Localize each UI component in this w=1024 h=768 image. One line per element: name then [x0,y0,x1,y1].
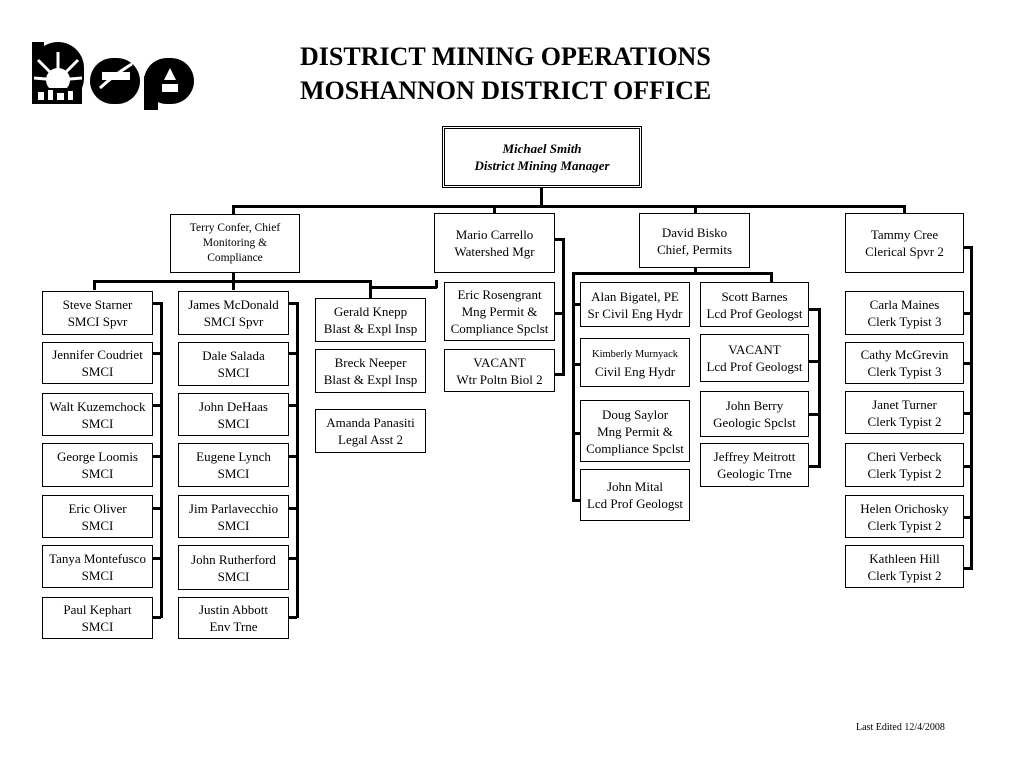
staff-name: Scott Barnes [721,288,788,304]
staff-box [178,545,289,590]
staff-title: Clerk Typist 2 [867,567,942,583]
staff-box [315,298,426,342]
staff-title: Clerk Typist 2 [867,413,942,429]
staff-title: SMCI [217,517,250,533]
staff-title: Env Trne [209,619,258,634]
manager-box [442,126,642,188]
staff-box [580,469,690,521]
section-head-name: Mario Carrello [455,227,534,242]
staff-name: Eric Rosengrant [457,287,542,302]
staff-box [845,291,964,335]
staff-name: Helen Orichosky [860,500,949,516]
staff-name: Alan Bigatel, PE [591,288,679,304]
manager-name: Michael Smith [502,141,582,156]
staff-name: James McDonald [188,297,279,312]
staff-title: Mng Permit & [461,304,538,319]
staff-box [178,342,289,386]
staff-title: Lcd Prof Geologst [706,359,803,374]
section-head-title: Chief, Permits [656,241,733,257]
staff-box [178,597,289,639]
staff-name: Amanda Panasiti [326,415,415,430]
section-permits [639,213,750,268]
staff-name: Gerald Knepp [333,304,408,319]
staff-name: VACANT [728,342,781,357]
staff-box [580,400,690,462]
staff-name: Carla Maines [869,297,940,312]
staff-box [700,391,809,437]
staff-name: Jim Parlavecchio [188,500,279,516]
staff-name: Cheri Verbeck [867,449,942,464]
staff-title: Wtr Poltn Biol 2 [456,371,543,387]
staff-name: Eric Oliver [68,500,127,516]
staff-name: George Loomis [57,449,138,464]
staff-name: Jeffrey Meitrott [713,449,796,464]
staff-box [845,391,964,434]
section-monitoring [170,214,300,273]
staff-title: Blast & Expl Insp [323,372,418,387]
section-head-title: Clerical Spvr 2 [865,244,944,259]
staff-title: Clerk Typist 3 [867,314,942,329]
staff-name: Breck Neeper [334,355,407,370]
staff-title: Legal Asst 2 [338,432,403,447]
staff-title: Civil Eng Hydr [594,363,676,379]
staff-box [42,495,153,538]
staff-title: Blast & Expl Insp [323,321,418,336]
staff-box [42,393,153,436]
staff-title: Clerk Typist 3 [867,364,942,379]
section-head-title: Watershed Mgr [454,244,535,259]
staff-box [580,282,690,327]
staff-name: Justin Abbott [199,602,268,617]
staff-box [444,349,555,392]
staff-name: Tanya Montefusco [49,550,146,566]
staff-title: SMCI [81,567,114,583]
staff-title: Geologic Spclst [713,415,796,430]
staff-title: Geologic Trne [717,466,792,481]
staff-title: SMCI [81,517,114,533]
staff-name: Dale Salada [202,348,265,363]
staff-box [42,597,153,639]
staff-name: Kathleen Hill [869,550,940,566]
section-head-name: Terry Confer, Chief [189,222,281,234]
section-head-name: David Bisko [661,224,728,240]
staff-name: Cathy McGrevin [860,347,949,362]
staff-name: Steve Starner [62,297,133,312]
staff-box [444,282,555,341]
staff-box [700,282,809,327]
page-title-line2: MOSHANNON DISTRICT OFFICE [300,76,712,105]
staff-title: Sr Civil Eng Hydr [587,305,683,321]
staff-name: John DeHaas [199,398,268,414]
staff-name: Eugene Lynch [196,449,271,464]
staff-name: Jennifer Coudriet [52,347,143,362]
staff-box [845,495,964,538]
staff-title: SMCI Spvr [203,314,264,329]
staff-name: John Berry [725,398,784,413]
staff-box [42,545,153,588]
section-head-title: Monitoring & [202,237,268,249]
staff-box [845,545,964,588]
staff-name: Walt Kuzemchock [49,398,146,414]
last-edited-note: Last Edited 12/4/2008 [856,722,945,733]
staff-box [315,409,426,453]
page-title-line1: DISTRICT MINING OPERATIONS [300,42,711,71]
staff-name: Doug Saylor [601,406,669,422]
staff-box [700,334,809,382]
staff-name: Kimberly Murnyack [591,348,679,360]
staff-title: SMCI [217,568,250,584]
staff-name: John Rutherford [191,551,276,567]
staff-title: SMCI [217,365,250,380]
staff-title: SMCI [217,466,250,481]
staff-title: Compliance Spclst [450,321,549,336]
logo-mark [32,42,194,110]
staff-title: Compliance Spclst [586,440,684,456]
section-head-title: Compliance [207,252,263,264]
manager-title: District Mining Manager [474,158,610,173]
staff-box [42,291,153,335]
section-watershed [434,213,555,273]
staff-box [42,443,153,487]
staff-name: VACANT [473,354,526,370]
staff-title: Lcd Prof Geologst [706,305,803,321]
staff-name: Janet Turner [872,396,937,412]
staff-name: John Mital [607,479,663,494]
staff-box [178,495,289,538]
staff-box [315,349,426,393]
staff-name: Paul Kephart [63,602,132,617]
staff-box [178,393,289,436]
staff-box [845,443,964,487]
staff-title: Lcd Prof Geologst [586,496,684,511]
section-clerical [845,213,964,273]
staff-title: SMCI [81,364,114,379]
dep-logo [30,36,198,112]
staff-title: Clerk Typist 2 [867,466,942,481]
section-head-name: Tammy Cree [870,227,939,242]
staff-title: SMCI [217,415,250,431]
staff-box [178,443,289,487]
staff-title: SMCI Spvr [67,314,128,329]
staff-title: Mng Permit & [597,423,673,439]
staff-box [580,338,690,387]
staff-box [700,443,809,487]
staff-title: SMCI [81,466,114,481]
staff-box [178,291,289,335]
staff-box [42,342,153,384]
staff-title: Clerk Typist 2 [867,517,942,533]
staff-box [845,342,964,384]
staff-title: SMCI [81,415,114,431]
staff-title: SMCI [81,619,114,634]
